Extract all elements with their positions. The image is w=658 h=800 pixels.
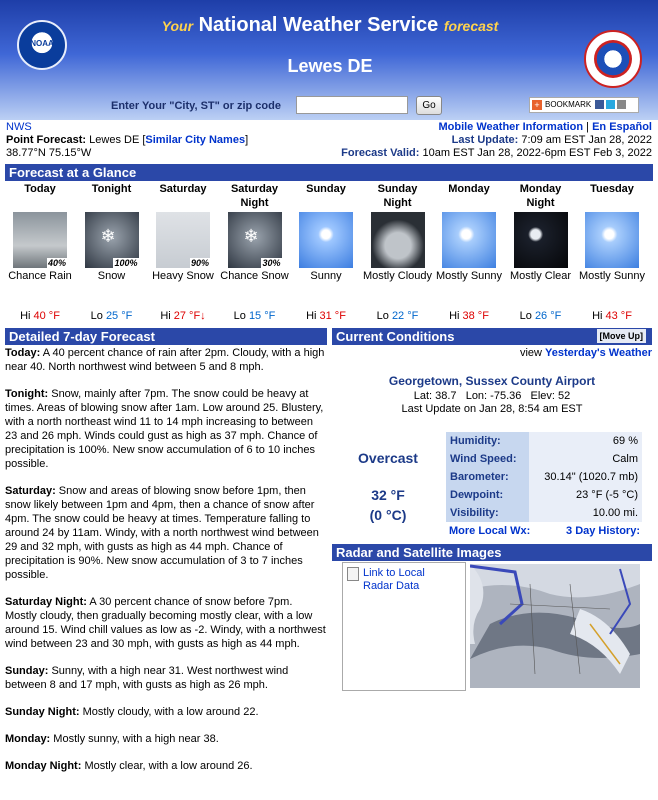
detailed-label: Tonight: [5,388,49,400]
glance-temp-value: 43 °F [605,310,632,322]
more-local-link[interactable]: More Local Wx: [449,525,531,537]
detailed-period [5,387,327,471]
condition-key: Wind Speed: [446,450,529,468]
glance-summary: Mostly Cloudy [362,270,433,282]
glance-temp [148,310,218,322]
noaa-logo-text: NOAA [30,39,54,48]
glance-temp-label: Hi [449,310,460,322]
condition-row [446,450,642,468]
point-forecast-value: Lewes DE [89,134,140,146]
detailed-text: Sunny, with a high near 31. West northwest wind between 8 and 17 mph, with gusts as high as 26 mph. [5,665,289,691]
glance-temp-label: Hi [306,310,317,322]
nws-link[interactable]: NWS [6,121,32,133]
history-link[interactable]: 3 Day History: [566,525,640,537]
detailed-period [5,595,327,651]
detailed-text: Mostly cloudy, with a low around 22. [79,706,259,718]
glance-period [577,182,647,322]
glance-day: Sunday Night [377,183,418,209]
view-label: view [519,347,542,359]
chance-snow-icon[interactable]: ❄ 30% [228,212,282,268]
current-conditions-header [332,328,652,345]
glance-temp [291,310,361,322]
glance-temp-label: Hi [160,310,171,322]
forecast-valid-label: Forecast Valid: [341,147,420,159]
glance-temp [77,310,147,322]
location-title: Lewes DE [287,56,373,76]
bookmark-label: BOOKMARK [545,100,592,109]
conditions-table [446,432,642,522]
current-conditions-title: Current Conditions [336,329,455,344]
glance-temp-value: 26 °F [534,310,562,322]
glance-summary: Heavy Snow [152,270,214,282]
search-bar [0,92,658,120]
station-latlon: Lat: 38.7 Lon: -75.36 Elev: 52 [413,390,571,402]
glance-period [506,182,576,322]
glance-summary: Sunny [310,270,342,282]
title-prefix: Your [161,18,194,34]
detailed-label: Today: [5,347,41,359]
image-placeholder-icon [347,567,359,581]
glance-temp-value: 40 °F [33,310,60,322]
condition-row [446,486,642,504]
yesterday-row [520,347,652,359]
facebook-icon[interactable] [595,100,604,109]
detailed-text: A 40 percent chance of rain after 2pm. Cloudy, with a high near 40. North northwest wind between 5 and 8 mph. [5,347,325,373]
point-forecast-info: NWS Point Forecast: Lewes DE [Similar City Names] 38.77°N 75.15°W [6,121,249,159]
glance-summary: Chance Rain [8,270,72,282]
station-name: Georgetown, Sussex County Airport [388,374,596,388]
detailed-label: Monday: [5,733,51,745]
condition-value: Calm [529,450,642,468]
plus-icon: + [532,100,542,110]
glance-temp-value: 15 °F [248,310,276,322]
mostly-sunny-icon[interactable] [585,212,639,268]
snow-icon[interactable]: ❄ 100% [85,212,139,268]
detailed-text: Snow and areas of blowing snow before 1pm, then snow likely between 1pm and 4pm, then a chance of snow after 4pm. The snow could be heavy at times. Temperature falling to around 24 by 11am. Windy, with a north northwest wind between 29 and 32 mph, with gusts as high as 44 mph. Chance of precipitation is 90%. New snow accumulation of 3 to 7 inches possible. [5,485,319,581]
detailed-period [5,346,327,374]
glance-pop: 40% [47,258,66,268]
glance-temp [363,310,433,322]
go-button[interactable]: Go [416,96,442,115]
condition-value: 69 % [529,432,642,450]
condition-row [446,432,642,450]
glance-day: Tuesday [590,183,634,195]
condition-key: Visibility: [446,504,529,522]
site-header [0,0,658,120]
glance-day: Tonight [91,183,132,195]
noaa-logo[interactable] [17,20,67,70]
glance-pop: 30% [262,258,281,268]
glance-period [363,182,433,322]
detailed-text: A 30 percent chance of snow before 7pm. Mostly cloudy, then gradually becoming mostly clear, with a low around 15. Wind chill values as low as -2. Windy, with a northwest wind between 23 and 30 mph, with gusts as high as 44 mph. [5,596,326,650]
glance-temp [506,310,576,322]
glance-temp-value: 31 °F [319,310,346,322]
glance-day: Sunday [306,183,346,195]
detailed-period [5,484,327,582]
glance-day: Saturday [159,183,207,195]
glance-temp-label: Hi [592,310,603,322]
detailed-label: Sunday: [5,665,49,677]
detailed-label: Monday Night: [5,760,82,772]
update-info: Mobile Weather Information | En Español Last Update: 7:09 am EST Jan 28, 2022 Forecast Valid: 10am EST Jan 28, 2022-6pm EST Feb 3, 2022 [341,121,652,159]
glance-summary: Snow [97,270,126,282]
condition-value: 10.00 mi. [529,504,642,522]
condition-key: Humidity: [446,432,529,450]
detailed-period [5,732,327,746]
glance-temp [434,310,504,322]
detailed-label: Sunday Night: [5,706,80,718]
station-last-update: Last Update on Jan 28, 8:54 am EST [401,403,583,415]
detailed-text: Snow, mainly after 7pm. The snow could be heavy at times. Areas of blowing snow after 1am. Low around 25. Blustery, with a north northeast wind 11 to 14 mph increasing to between 23 and 26 mph. Winds could gust as high as 37 mph. Chance of precipitation is 100%. New snow accumulation of 6 to 10 inches possible. [5,388,324,470]
glance-temp-value: 38 °F [462,310,489,322]
condition-value: 23 °F (-5 °C) [529,486,642,504]
glance-summary: Mostly Clear [509,270,572,282]
glance-period [148,182,218,322]
glance-day: Saturday Night [230,183,279,209]
detailed-label: Saturday Night: [5,596,87,608]
glance-period [434,182,504,322]
twitter-icon[interactable] [606,100,615,109]
satellite-map [470,564,640,688]
glance-period [77,182,147,322]
page-title [110,14,550,37]
glance-pop: 100% [114,258,138,268]
glance-temp [220,310,290,322]
glance-temp [5,310,75,322]
glance-temp-label: Lo [233,310,246,322]
nws-logo[interactable] [584,30,642,88]
zip-input[interactable] [296,96,408,114]
espanol-link[interactable]: En Español [592,121,652,133]
forecast-valid-value: 10am EST Jan 28, 2022-6pm EST Feb 3, 2022 [422,147,652,159]
glance-period [291,182,361,322]
title-suffix: forecast [443,18,499,34]
similar-cities-link[interactable]: Similar City Names [145,134,246,146]
glance-period [220,182,290,322]
glance-summary: Chance Snow [220,270,289,282]
title-main: National Weather Service [198,14,439,36]
condition-key: Dewpoint: [446,486,529,504]
mobile-link[interactable]: Mobile Weather Information [438,121,584,133]
point-forecast-label: Point Forecast: [6,134,87,146]
mostly-sunny-icon[interactable] [442,212,496,268]
glance-period [5,182,75,322]
glance-day: Monday Night [519,183,562,209]
detailed-text: Mostly clear, with a low around 26. [81,760,253,772]
nws-logo-icon [594,40,632,78]
detailed-period [5,759,327,773]
email-icon[interactable] [617,100,626,109]
condition-row [446,468,642,486]
detailed-forecast [5,346,327,786]
glance-day: Monday [448,183,490,195]
satellite-image[interactable] [470,564,640,688]
mostly-cloudy-night-icon[interactable] [371,212,425,268]
glance-summary: Mostly Sunny [578,270,646,282]
heavy-snow-icon[interactable] [156,212,210,268]
glance-day: Today [24,183,56,195]
detailed-period [5,664,327,692]
last-update-label: Last Update: [451,134,519,146]
condition-key: Barometer: [446,468,529,486]
zip-label: Enter Your "City, ST" or zip code [111,100,281,112]
glance-summary: Mostly Sunny [435,270,503,282]
sunny-icon[interactable] [299,212,353,268]
radar-link-box[interactable] [342,562,466,691]
rain-icon[interactable] [13,212,67,268]
detailed-text: Mostly sunny, with a high near 38. [50,733,219,745]
temp-c: (0 °C) [369,507,407,523]
detailed-period [5,705,327,719]
glance-temp [577,310,647,322]
glance-temp-label: Lo [90,310,103,322]
glance-temp-label: Lo [519,310,532,322]
glance-temp-value: 25 °F [105,310,133,322]
glance-temp-label: Lo [376,310,389,322]
detailed-label: Saturday: [5,485,56,497]
bookmark-button[interactable] [529,97,639,113]
glance-temp-value: 22 °F [391,310,419,322]
detailed-header: Detailed 7-day Forecast [5,328,327,345]
glance-header: Forecast at a Glance [5,164,653,181]
glance-pop: 90% [190,258,209,268]
temp-f: 32 °F [371,487,405,503]
condition-value: 30.14" (1020.7 mb) [529,468,642,486]
mostly-clear-night-icon[interactable] [514,212,568,268]
coordinates: 38.77°N 75.15°W [6,147,92,159]
radar-link[interactable]: Link to Local Radar Data [363,567,425,592]
glance-temp-label: Hi [20,310,31,322]
last-update-value: 7:09 am EST Jan 28, 2022 [521,134,652,146]
condition-row [446,504,642,522]
yesterday-link[interactable]: Yesterday's Weather [545,347,652,359]
move-up-button[interactable]: [Move Up] [597,329,647,343]
condition-text: Overcast [358,450,418,466]
glance-temp-value: 27 °F↓ [173,310,206,322]
radar-header: Radar and Satellite Images [332,544,652,561]
